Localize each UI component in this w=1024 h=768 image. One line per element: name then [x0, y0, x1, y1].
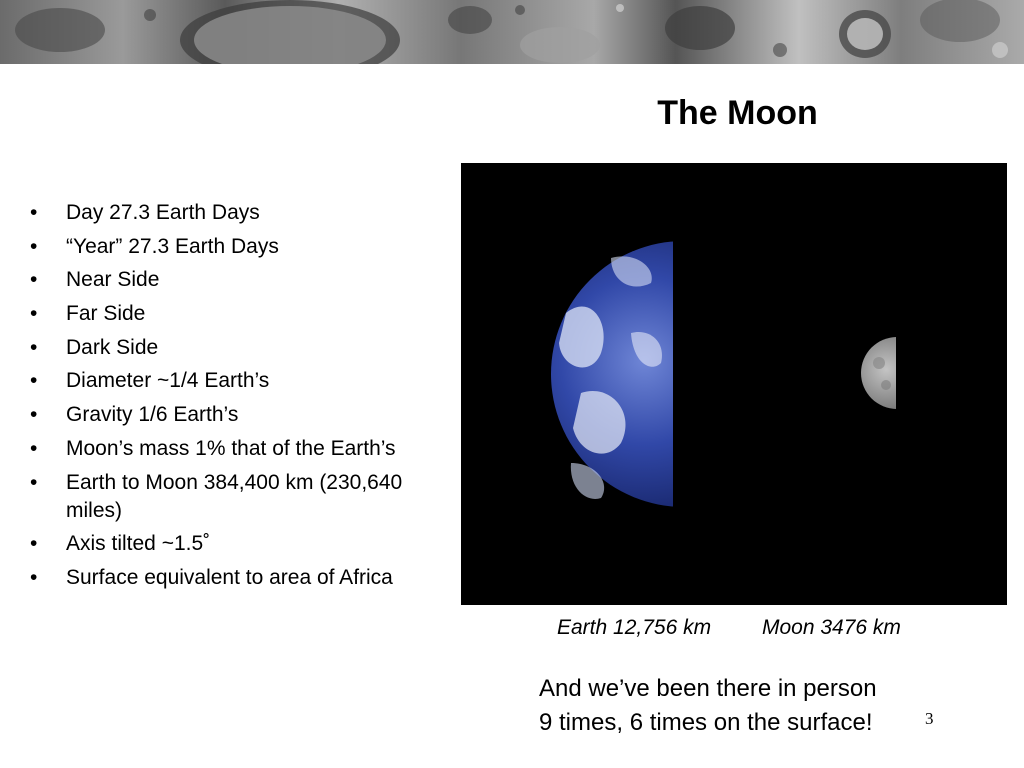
- earth-image: [551, 241, 817, 507]
- moon-facts-list: [30, 199, 460, 598]
- earth-caption: Earth 12,756 km: [557, 616, 712, 639]
- earth-moon-photo: [461, 163, 1007, 605]
- list-item: • Day 27.3 Earth Days: [30, 199, 460, 227]
- list-item: • “Year” 27.3 Earth Days: [30, 233, 460, 261]
- lunar-surface-banner: [0, 0, 1024, 64]
- crater-texture-image: [0, 0, 1024, 64]
- list-item: • Far Side: [30, 300, 460, 328]
- list-item: • Diameter ~1/4 Earth’s: [30, 367, 460, 395]
- list-item: • Gravity 1/6 Earth’s: [30, 401, 460, 429]
- moon-image: [861, 337, 933, 409]
- visits-note: [539, 672, 919, 740]
- moon-caption: Moon 3476 km: [762, 616, 901, 639]
- note-line: 9 times, 6 times on the surface!: [539, 709, 873, 736]
- list-item: • Near Side: [30, 266, 460, 294]
- list-item: • Surface equivalent to area of Africa: [30, 564, 460, 592]
- note-line: And we’ve been there in person: [539, 675, 877, 702]
- list-item: • Earth to Moon 384,400 km (230,640 miles): [30, 469, 460, 525]
- list-item: • Moon’s mass 1% that of the Earth’s: [30, 435, 460, 463]
- list-item: • Axis tilted ~1.5˚: [30, 530, 460, 558]
- page-number: 3: [925, 709, 934, 728]
- list-item: • Dark Side: [30, 334, 460, 362]
- slide-title: The Moon: [657, 94, 818, 132]
